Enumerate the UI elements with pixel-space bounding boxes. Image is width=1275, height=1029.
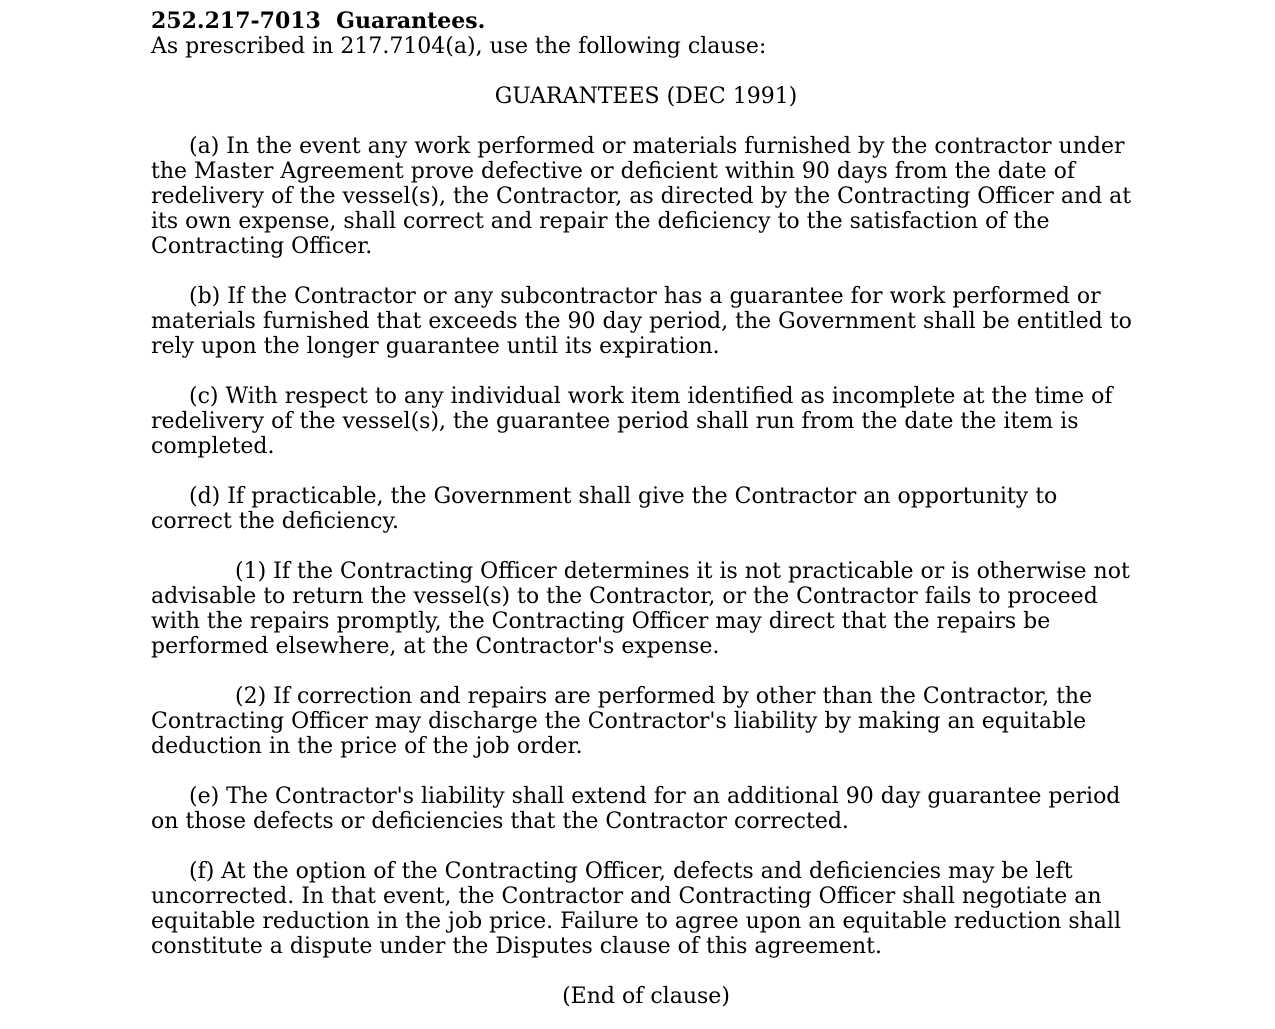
paragraph-f: (f) At the option of the Contracting Officer, defects and deficiencies may be left uncorrected. In that event, the Contractor and Contracting Officer shall negotiate an equitable reduction in the job price. Failure to agree upon an equitable reduction shall constitute a dispute under the Disputes clause of this agreement.: [151, 859, 1121, 959]
paragraph-c: (c) With respect to any individual work item identified as incomplete at the time of redelivery of the vessel(s), the guarantee period shall run from the date the item is completed.: [151, 384, 1113, 459]
section-heading: 252.217-7013 Guarantees.: [151, 8, 486, 34]
paragraph-a: (a) In the event any work performed or materials furnished by the contractor under the Master Agreement prove defective or deficient within 90 days from the date of redelivery of the vessel(s), the Contractor, as directed by the Contracting Officer and at its own expense, shall correct and repair the deficiency to the satisfaction of the Contracting Officer.: [151, 134, 1132, 259]
paragraph-d: (d) If practicable, the Government shall give the Contractor an opportunity to correct the deficiency.: [151, 484, 1058, 534]
paragraph-b: (b) If the Contractor or any subcontractor has a guarantee for work performed or materials furnished that exceeds the 90 day period, the Government shall be entitled to rely upon the longer guarantee until its expiration.: [151, 284, 1132, 359]
paragraph-d-2: (2) If correction and repairs are performed by other than the Contractor, the Contracting Officer may discharge the Contractor's liability by making an equitable deduction in the price of the job order.: [151, 684, 1093, 759]
clause-title: GUARANTEES (DEC 1991): [494, 84, 798, 109]
document-page: [151, 9, 1141, 1009]
paragraph-d-1: (1) If the Contracting Officer determines it is not practicable or is otherwise not advisable to return the vessel(s) to the Contractor, or the Contractor fails to proceed with the repairs promptly, the Contracting Officer may direct that the repairs be performed elsewhere, at the Contractor's expense.: [151, 559, 1130, 659]
paragraph-e: (e) The Contractor's liability shall extend for an additional 90 day guarantee period on those defects or deficiencies that the Contractor corrected.: [151, 784, 1121, 834]
intro-text: As prescribed in 217.7104(a), use the following clause:: [151, 34, 767, 59]
end-of-clause: (End of clause): [562, 984, 730, 1009]
